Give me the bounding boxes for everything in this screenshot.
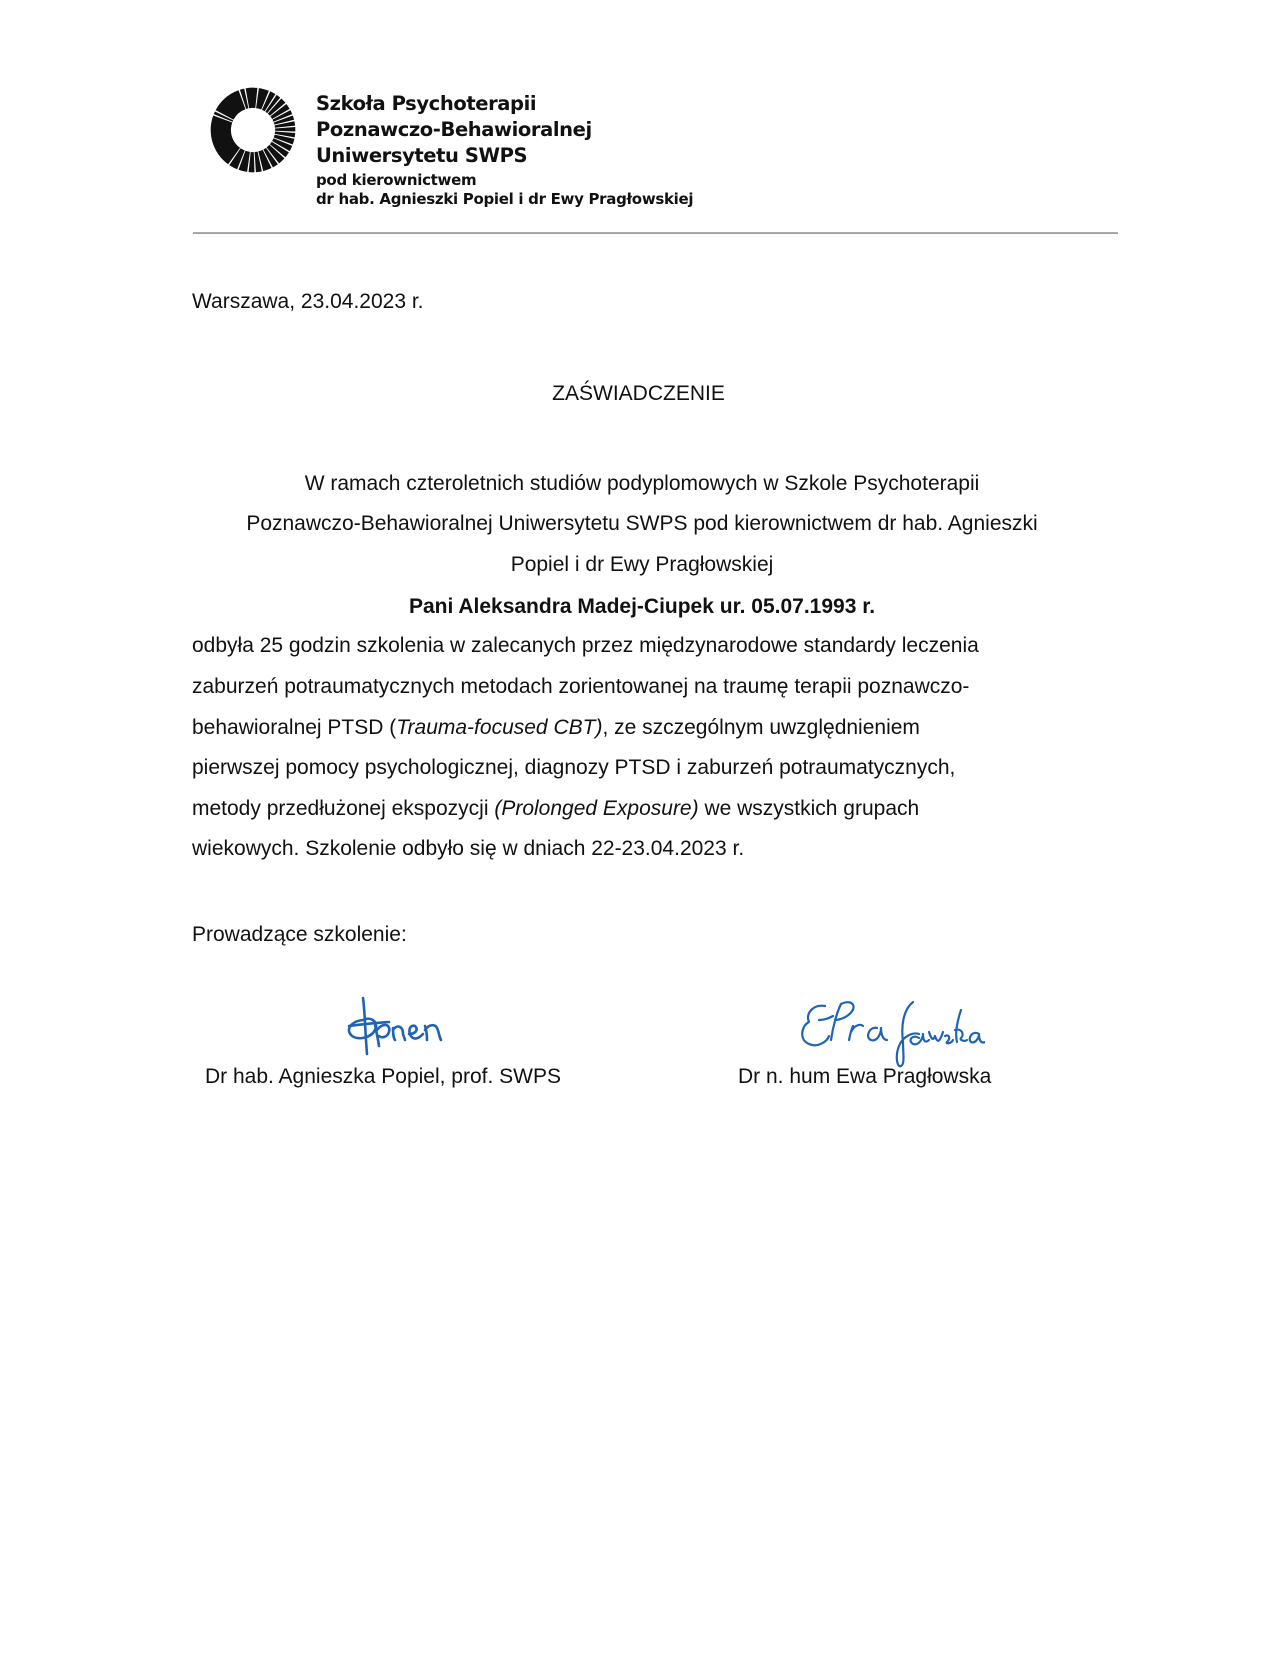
document-title: ZAŚWIADCZENIE xyxy=(552,382,725,405)
body-line xyxy=(192,797,919,821)
logo-ring-segment xyxy=(275,127,295,131)
body-italic-text: (Prolonged Exposure) xyxy=(494,797,699,820)
trainers-label: Prowadzące szkolenie: xyxy=(192,923,407,946)
place-date: Warszawa, 23.04.2023 r. xyxy=(192,290,424,313)
logo-subline: dr hab. Agnieszki Popiel i dr Ewy Pragłowskiej xyxy=(316,190,694,208)
intro-line: W ramach czteroletnich studiów podyplomowych w Szkole Psychoterapii xyxy=(304,472,980,495)
body-text: metody przedłużonej ekspozycji xyxy=(192,797,495,820)
signer-name-popiel: Dr hab. Agnieszka Popiel, prof. SWPS xyxy=(205,1065,562,1088)
body-text: we wszystkich grupach xyxy=(698,797,920,820)
logo-line: Szkoła Psychoterapii xyxy=(316,92,537,115)
swps-logo-icon xyxy=(207,84,299,176)
body-text: behawioralnej PTSD ( xyxy=(192,716,397,739)
body-line: pierwszej pomocy psychologicznej, diagnozy PTSD i zaburzeń potraumatycznych, xyxy=(192,756,956,779)
logo-line: Poznawczo-Behawioralnej xyxy=(316,118,592,141)
recipient-line: Pani Aleksandra Madej-Ciupek ur. 05.07.1993 r. xyxy=(408,595,876,618)
logo-wordmark xyxy=(316,91,693,209)
intro-line: Poznawczo-Behawioralnej Uniwersytetu SWPS pod kierownictwem dr hab. Agnieszki xyxy=(246,512,1038,535)
body-italic-text: Trauma-focused CBT) xyxy=(396,716,603,739)
signature-popiel xyxy=(335,990,455,1060)
body-line: wiekowych. Szkolenie odbyło się w dniach 22-23.04.2023 r. xyxy=(192,837,745,860)
logo-subline: pod kierownictwem xyxy=(316,171,477,189)
body-line: zaburzeń potraumatycznych metodach zorientowanej na traumę terapii poznawczo- xyxy=(192,675,970,698)
body-line xyxy=(192,716,920,740)
signature-praglowska xyxy=(795,990,985,1070)
signer-name-praglowska: Dr n. hum Ewa Pragłowska xyxy=(738,1065,992,1088)
logo-line: Uniwersytetu SWPS xyxy=(316,144,528,167)
intro-line: Popiel i dr Ewy Pragłowskiej xyxy=(510,553,774,576)
body-line: odbyła 25 godzin szkolenia w zalecanych przez międzynarodowe standardy leczenia xyxy=(192,634,979,657)
header-divider xyxy=(193,232,1118,234)
body-text: , ze szczególnym uwzględnieniem xyxy=(602,716,920,739)
